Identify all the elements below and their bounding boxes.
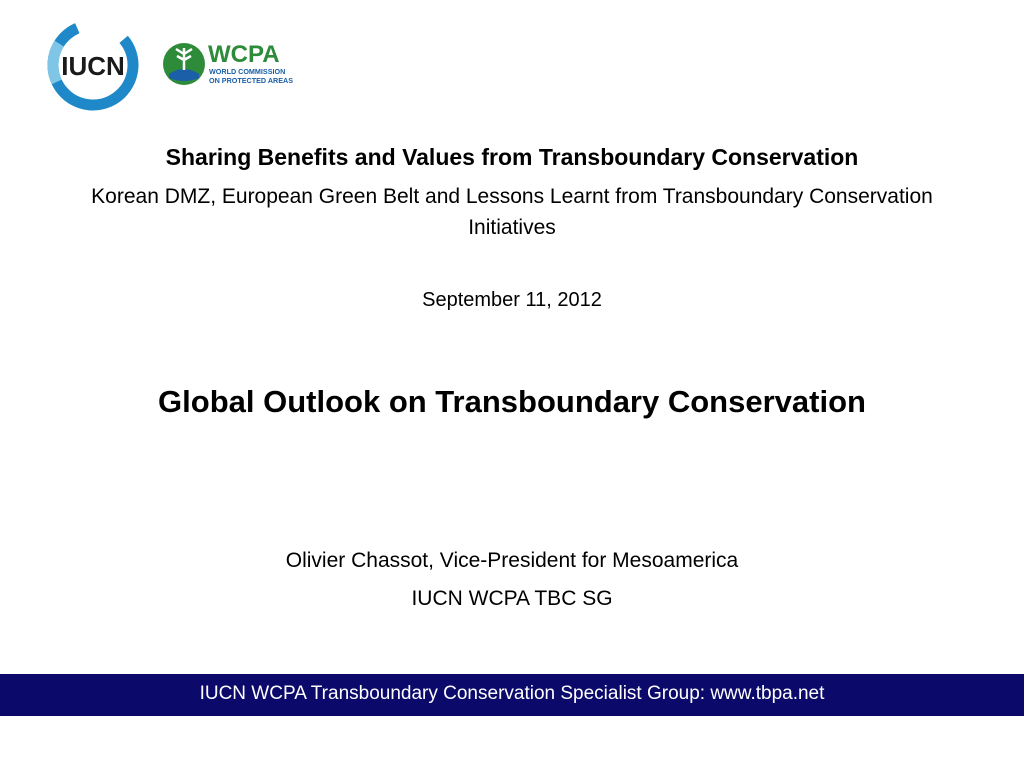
event-subtitle: Korean DMZ, European Green Belt and Lessons Learnt from Transboundary Conservation Initiatives [91,185,933,239]
iucn-logo [46,18,140,112]
iucn-logo-text: IUCN [61,51,125,81]
presenter-name: Olivier Chassot, Vice-President for Mesoamerica [285,549,739,572]
wcpa-logo-name: WCPA [208,41,280,68]
wcpa-logo-line1: WORLD COMMISSION [209,67,286,76]
event-date: September 11, 2012 [422,289,602,311]
wcpa-logo-line2: ON PROTECTED AREAS [209,76,293,85]
footer-bar [0,674,1024,716]
wcpa-logo [160,38,300,90]
presenter-affiliation: IUCN WCPA TBC SG [411,587,613,610]
footer-text: IUCN WCPA Transboundary Conservation Specialist Group: www.tbpa.net [199,683,825,704]
event-title: Sharing Benefits and Values from Transboundary Conservation [165,144,859,170]
talk-title: Global Outlook on Transboundary Conservation [158,384,866,419]
